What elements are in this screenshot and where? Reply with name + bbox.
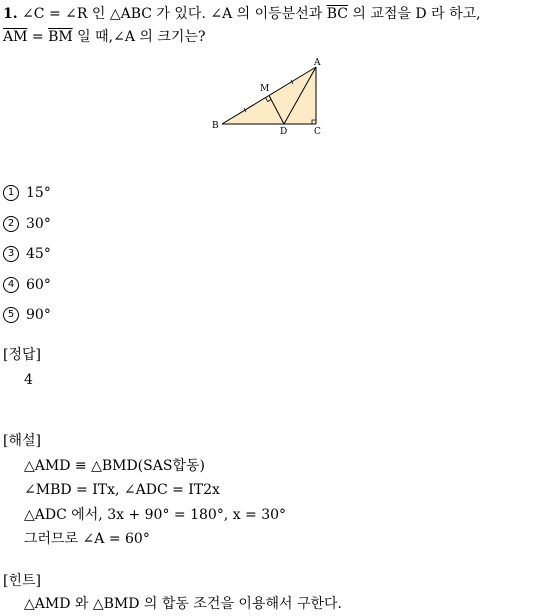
choice-4[interactable] — [3, 270, 51, 301]
label-a: A — [314, 58, 321, 68]
question-text-b: 의 교점을 D 라 하고, — [352, 6, 481, 22]
question — [3, 3, 531, 49]
choice-1[interactable] — [3, 178, 51, 209]
choice-list — [3, 178, 51, 331]
answer-label: [정답] — [3, 347, 41, 363]
question-text-c: 일 때,∠A 의 크기는? — [77, 29, 206, 45]
hint-text: △AMD 와 △BMD 의 합동 조건을 이용해서 구한다. — [24, 596, 342, 612]
solution-line-2: ∠MBD = ITx, ∠ADC = IT2x — [24, 482, 220, 498]
solution-line-1: △AMD ≡ △BMD(SAS합동) — [24, 458, 205, 474]
equals-sign: = — [31, 29, 44, 45]
choice-3[interactable] — [3, 239, 51, 270]
choice-text: 15° — [26, 185, 51, 202]
hint-label: [힌트] — [3, 573, 41, 589]
question-line-1 — [3, 3, 531, 26]
segment-bc: $\overline{BC}$ — [326, 6, 348, 22]
choice-marker: 3 — [3, 246, 19, 262]
choice-marker: 4 — [3, 277, 19, 293]
label-c: C — [314, 127, 321, 137]
answer-value: 4 — [24, 372, 33, 388]
triangle-figure — [208, 58, 334, 138]
question-number: 1. — [3, 6, 18, 22]
choice-text: 45° — [26, 246, 51, 263]
solution-line-4: 그러므로 ∠A = 60° — [24, 531, 150, 547]
choice-5[interactable] — [3, 300, 51, 331]
choice-text: 30° — [26, 215, 51, 232]
choice-2[interactable] — [3, 209, 51, 240]
question-text-a: ∠C = ∠R 인 △ABC 가 있다. ∠A 의 이등분선과 — [22, 6, 323, 22]
label-m: M — [260, 84, 270, 94]
solution-line-3: △ADC 에서, 3x + 90° = 180°, x = 30° — [24, 507, 287, 523]
label-b: B — [212, 121, 219, 131]
choice-marker: 1 — [3, 185, 19, 201]
label-d: D — [280, 127, 288, 137]
segment-am: $\overline{AM}$ — [3, 29, 28, 45]
choice-text: 90° — [26, 307, 51, 324]
segment-bm: $\overline{BM}$ — [48, 29, 73, 45]
choice-marker: 5 — [3, 307, 19, 323]
choice-text: 60° — [26, 276, 51, 293]
question-line-2 — [3, 26, 531, 49]
solution-label: [해설] — [3, 433, 41, 449]
choice-marker: 2 — [3, 216, 19, 232]
